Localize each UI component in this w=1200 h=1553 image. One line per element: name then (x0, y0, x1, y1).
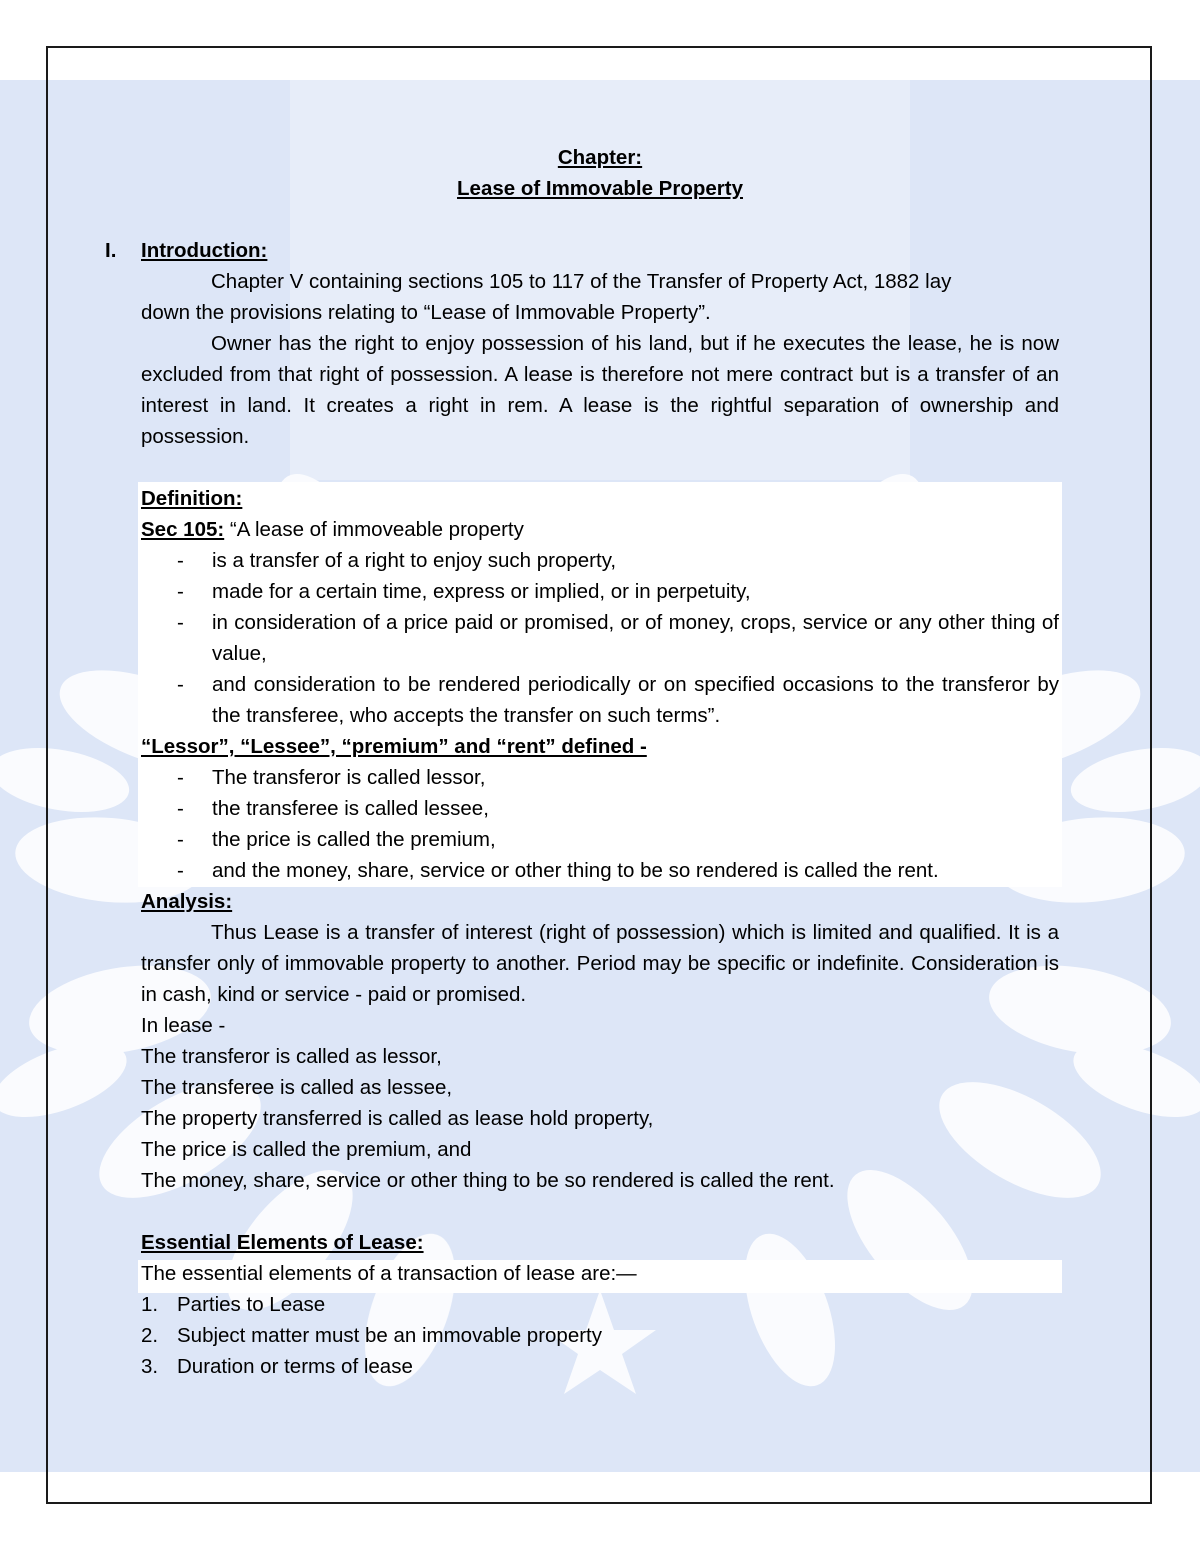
definition-heading: Definition: (141, 487, 243, 510)
defined-term-item: - The transferor is called lessor, (177, 766, 486, 789)
analysis-heading: Analysis: (141, 890, 233, 913)
analysis-line: The transferee is called as lessee, (141, 1076, 453, 1099)
analysis-line: The property transferred is called as lease hold property, (141, 1107, 654, 1130)
analysis-line: The transferor is called as lessor, (141, 1045, 442, 1068)
document-body (105, 142, 1059, 1382)
analysis-line: In lease - (141, 1014, 226, 1037)
defined-term-item: - and the money, share, service or other thing to be so rendered is called the rent. (177, 859, 939, 882)
intro-p1-line2: down the provisions relating to “Lease of Immovable Property”. (141, 301, 711, 324)
intro-heading-text: Introduction: (141, 239, 268, 262)
sec-105-label: Sec 105: (141, 518, 225, 541)
essentials-intro: The essential elements of a transaction of lease are:— (141, 1262, 637, 1285)
essential-item: 2. Subject matter must be an immovable property (141, 1324, 602, 1347)
definition-item: - is a transfer of a right to enjoy such property, (177, 549, 617, 572)
defined-term-item: - the transferee is called lessee, (177, 797, 489, 820)
intro-paragraph-2: Owner has the right to enjoy possession of his land, but if he executes the lease, he is now excluded from that right of possession. A lease is therefore not mere contract but is a transfer of an interest in land. It creates a right in rem. A lease is the rightful separation of ownership and possession. (141, 332, 1059, 448)
section-numeral: I. (105, 239, 117, 262)
definition-item: - in consideration of a price paid or promised, or of money, crops, service or any other thing of value, (177, 611, 1059, 665)
analysis-line: The price is called the premium, and (141, 1138, 472, 1161)
essentials-heading: Essential Elements of Lease: (141, 1231, 424, 1254)
intro-p1-line1: Chapter V containing sections 105 to 117 of the Transfer of Property Act, 1882 lay (211, 270, 952, 293)
essential-item: 3. Duration or terms of lease (141, 1355, 413, 1378)
chapter-title: Lease of Immovable Property (457, 177, 743, 200)
defined-terms-heading: “Lessor”, “Lessee”, “premium” and “rent” defined - (141, 735, 647, 758)
essential-item: 1. Parties to Lease (141, 1293, 326, 1316)
definition-item: - and consideration to be rendered periodically or on specified occasions to the transferor by the transferee, who accepts the transfer on such terms”. (177, 673, 1059, 727)
definition-item: - made for a certain time, express or implied, or in perpetuity, (177, 580, 751, 603)
sec-105-line (141, 514, 1059, 545)
defined-term-item: - the price is called the premium, (177, 828, 496, 851)
sec-105-text: “A lease of immoveable property (224, 518, 524, 541)
chapter-label: Chapter: (557, 146, 643, 169)
intro-heading (105, 235, 1059, 266)
analysis-paragraph: Thus Lease is a transfer of interest (right of possession) which is limited and qualified. It is a transfer only of immovable property to another. Period may be specific or indefinite. Consideration is in cash, kind or service - paid or promised. (141, 921, 1059, 1006)
analysis-line: The money, share, service or other thing to be so rendered is called the rent. (141, 1169, 835, 1192)
